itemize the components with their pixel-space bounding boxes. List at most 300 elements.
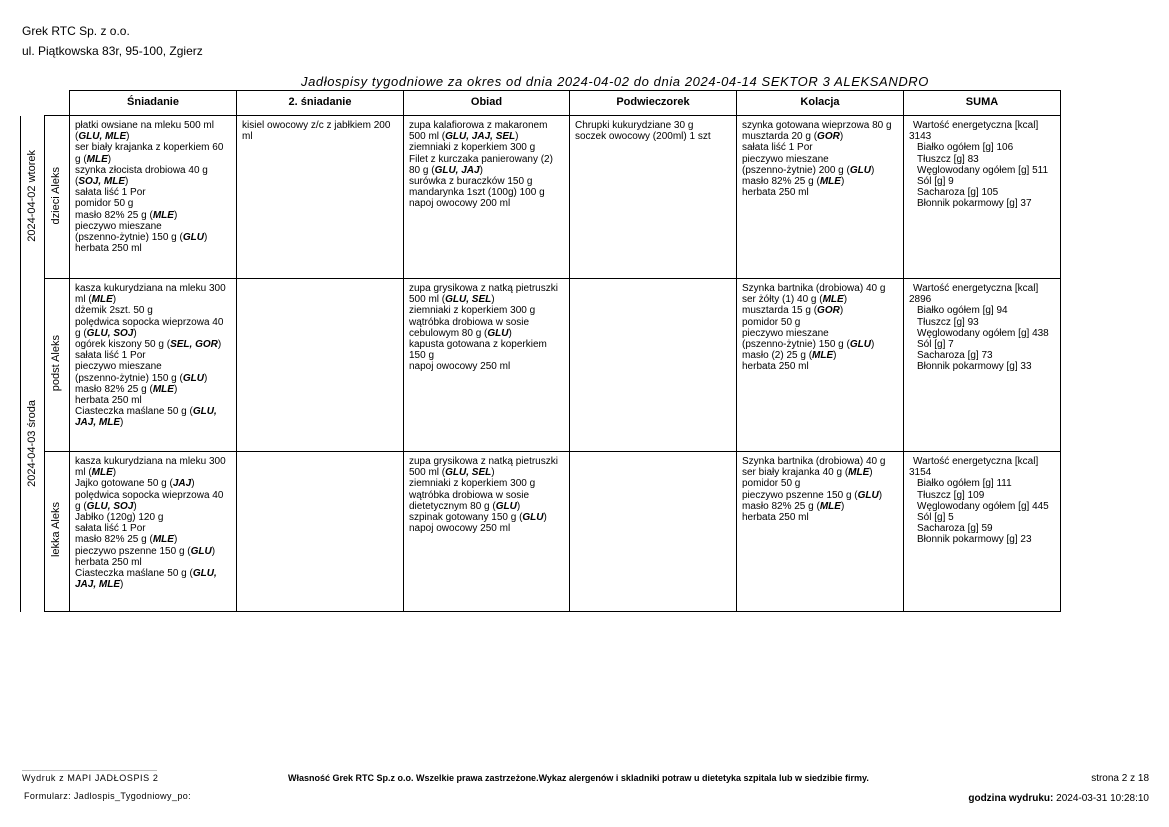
meal-afternoon-snack [570, 452, 737, 612]
meal-text: 500 ml ( [409, 294, 446, 306]
nutrient-carbs: Węglowodany ogółem [g] 445 [917, 500, 1049, 512]
table-row [21, 452, 1061, 612]
nutrient-fiber: Błonnik pokarmowy [g] 37 [917, 198, 1032, 210]
diet-cell [45, 116, 70, 279]
meal-text: zupa grysikowa z natką pietruszki [409, 456, 558, 467]
meal-text: ) [211, 545, 216, 557]
meal-breakfast [70, 116, 237, 279]
meal-text: wątróbka drobiowa w sosie [409, 316, 530, 328]
meal-line [409, 176, 565, 187]
meal-text: masło 82% 25 g ( [75, 383, 153, 395]
meal-line [75, 120, 232, 131]
meal-text: ogórek kiszony 50 g ( [75, 339, 171, 351]
meal-line [75, 361, 232, 372]
meal-line [75, 467, 232, 478]
energy-value: 2896 [909, 294, 932, 306]
meal-text: ) [840, 176, 845, 188]
company-address: ul. Piątkowska 83r, 95-100, Zgierz [22, 44, 203, 58]
nutrient-carbs: Węglowodany ogółem [g] 511 [917, 164, 1049, 176]
meal-text: sałata liść 1 Por [75, 187, 146, 199]
meal-text: ( [75, 131, 79, 143]
meal-text: ml ( [75, 467, 92, 479]
meal-text: ) [203, 232, 208, 244]
meal-line [742, 350, 899, 361]
meal-line [409, 294, 565, 305]
meal-text: 500 ml ( [409, 131, 446, 143]
meal-line [742, 478, 899, 489]
allergen-code: GLU [849, 339, 871, 351]
meal-text: napoj owocowy 250 ml [409, 523, 511, 535]
allergen-code: GLU [849, 164, 871, 176]
meal-text: musztarda 15 g ( [742, 305, 818, 317]
meal-text: szpinak gotowany 150 g ( [409, 512, 523, 524]
meal-line [75, 534, 232, 545]
date-label: 2024-04-02 wtorek [25, 149, 38, 242]
meal-text: pomidor 50 g [75, 198, 134, 210]
meal-text: ) [203, 372, 208, 384]
meal-text: kasza kukurydziana na mleku 300 [75, 283, 226, 294]
meal-line [742, 361, 899, 372]
allergen-code: JAJ, MLE [75, 417, 121, 429]
meal-line [409, 317, 565, 328]
meal-text: Ciasteczka maślane 50 g ( [75, 406, 193, 418]
meal-text: ) [217, 339, 222, 351]
allergen-code: SEL, GOR [170, 339, 218, 351]
meal-text: ) [491, 467, 495, 479]
meal-line [409, 165, 565, 176]
meal-text: Filet z kurczaka panierowany (2) [409, 153, 553, 165]
meal-text: ziemniaki z koperkiem 300 g [409, 478, 536, 490]
allergen-code: MLE [91, 467, 113, 479]
allergen-code: GLU, [192, 568, 217, 580]
allergen-code: GOR [817, 305, 840, 317]
meal-line [742, 131, 899, 142]
meal-line [409, 198, 565, 209]
meal-text: ) [173, 209, 178, 221]
allergen-code: GLU, SEL [445, 467, 492, 479]
meal-second-breakfast [237, 116, 404, 279]
allergen-code: MLE [812, 350, 834, 362]
allergen-code: GLU [182, 232, 204, 244]
meal-line [575, 131, 732, 142]
meal-line [409, 142, 565, 153]
meal-dinner [737, 279, 904, 452]
meal-line [75, 187, 232, 198]
meal-text: dietetycznym 80 g ( [409, 500, 496, 512]
meal-line [75, 557, 232, 568]
allergen-code: GLU, SOJ [86, 327, 134, 339]
print-time-value: 2024-03-31 10:28:10 [1056, 793, 1149, 804]
nutrient-protein: Białko ogółem [g] 106 [917, 142, 1014, 154]
meal-line [75, 456, 232, 467]
meal-text: ml ( [75, 294, 92, 306]
meal-text: ) [120, 579, 124, 591]
allergen-code: MLE [848, 467, 870, 479]
meal-text: g ( [75, 153, 87, 165]
meal-dinner [737, 116, 904, 279]
meal-text: musztarda 20 g ( [742, 131, 818, 143]
meal-text: cebulowym 80 g ( [409, 327, 488, 339]
meal-line [742, 283, 899, 294]
nutrient-sucrose: Sacharoza [g] 73 [917, 350, 993, 362]
meal-text: ) [543, 512, 547, 524]
meal-line [409, 456, 565, 467]
date-label: 2024-04-03 środa [25, 399, 38, 487]
meal-line [742, 305, 899, 316]
meal-text: ser żółty (1) 40 g ( [742, 294, 823, 306]
meal-line [409, 131, 565, 142]
allergen-code: GLU, JAJ, SEL [445, 131, 516, 143]
header-row [21, 91, 1061, 116]
meal-breakfast [70, 279, 237, 452]
meal-line [75, 210, 232, 221]
col-header-dinner: Kolacja [737, 91, 904, 116]
allergen-code: MLE [86, 153, 108, 165]
meal-line [742, 154, 899, 165]
meal-line [75, 283, 232, 294]
meal-line [75, 176, 232, 187]
meal-line [75, 328, 232, 339]
meal-line [742, 467, 899, 478]
meal-text: pieczywo pszenne 150 g ( [75, 545, 191, 557]
meal-text: Jajko gotowane 50 g ( [75, 478, 173, 490]
meal-text: ) [126, 131, 130, 143]
diet-label: dzieci Aleks [50, 166, 63, 225]
company-name: Grek RTC Sp. z o.o. [22, 24, 130, 38]
col-header-summary: SUMA [904, 91, 1061, 116]
meal-text: ) [508, 327, 512, 339]
meal-text: herbata 250 ml [742, 512, 809, 524]
meal-lunch [404, 116, 570, 279]
meal-dinner [737, 452, 904, 612]
table-row [21, 116, 1061, 279]
meal-line [242, 131, 399, 142]
allergen-code: GLU [857, 489, 879, 501]
allergen-code: JAJ, MLE [75, 579, 121, 591]
meal-text: dżemik 2szt. 50 g [75, 305, 153, 317]
nutrient-carbs: Węglowodany ogółem [g] 438 [917, 327, 1049, 339]
col-header-afternoon-snack: Podwieczorek [570, 91, 737, 116]
allergen-code: GLU, JAJ [434, 164, 480, 176]
meal-text: sałata liść 1 Por [75, 350, 146, 362]
meal-text: wątróbka drobiowa w sosie [409, 489, 530, 501]
menu-table [20, 90, 1061, 612]
meal-line [75, 384, 232, 395]
meal-line [75, 478, 232, 489]
allergen-code: GLU [190, 545, 212, 557]
page-title: Jadłospisy tygodniowe za okres od dnia 2024-04-02 do dnia 2024-04-14 SEKTOR 3 ALEKSANDRO [300, 74, 930, 89]
meal-line [742, 142, 899, 153]
nutrient-salt: Sól [g] 5 [917, 512, 954, 524]
meal-line [75, 501, 232, 512]
meal-text: masło 82% 25 g ( [742, 500, 820, 512]
meal-text: ) [869, 467, 873, 479]
meal-line [409, 350, 565, 361]
meal-line [75, 579, 232, 590]
allergen-code: GLU, MLE [78, 131, 127, 143]
meal-line [75, 350, 232, 361]
meal-line [242, 120, 399, 131]
footer-ownership: Własność Grek RTC Sp.z o.o. Wszelkie prawa zastrzeżone.Wykaz alergenów i skladniki potraw u dietetyka szpitala lub w siedzibie firmy. [288, 773, 869, 783]
meal-line [409, 512, 565, 523]
meal-line [75, 221, 232, 232]
meal-text: herbata 250 ml [75, 556, 142, 568]
meal-line [75, 490, 232, 501]
meal-text: ) [112, 294, 117, 306]
meal-text: pomidor 50 g [742, 478, 801, 490]
nutrient-salt: Sól [g] 9 [917, 176, 954, 188]
meal-line [409, 478, 565, 489]
meal-text: płatki owsiane na mleku 500 ml [75, 120, 214, 131]
meal-text: ) [839, 305, 844, 317]
nutrient-fat: Tłuszcz [g] 93 [917, 316, 979, 328]
meal-text: ) [107, 153, 112, 165]
meal-text: masło 82% 25 g ( [742, 176, 820, 188]
meal-text: surówka z buraczków 150 g [409, 176, 533, 188]
meal-line [75, 417, 232, 428]
meal-text: ) [173, 534, 178, 546]
meal-line [742, 328, 899, 339]
meal-text: Szynka bartnika (drobiowa) 40 g [742, 283, 886, 294]
meal-text: g ( [75, 500, 87, 512]
meal-line [75, 142, 232, 153]
meal-text: Ciasteczka maślane 50 g ( [75, 568, 193, 580]
nutrient-protein: Białko ogółem [g] 111 [917, 478, 1012, 490]
meal-line [409, 339, 565, 350]
meal-text: pieczywo mieszane [75, 361, 162, 373]
meal-line [742, 512, 899, 523]
meal-text: pieczywo mieszane [75, 220, 162, 232]
nutrient-fiber: Błonnik pokarmowy [g] 23 [917, 534, 1032, 546]
allergen-code: GLU [487, 327, 509, 339]
meal-line [409, 283, 565, 294]
date-cell [21, 116, 45, 279]
allergen-code: GLU [522, 512, 544, 524]
meal-text: ziemniaki z koperkiem 300 g [409, 305, 536, 317]
meal-text: szynka gotowana wieprzowa 80 g [742, 120, 892, 131]
allergen-code: GLU, [192, 406, 217, 418]
col-header-lunch: Obiad [404, 91, 570, 116]
meal-line [75, 317, 232, 328]
nutrient-fat: Tłuszcz [g] 109 [917, 489, 985, 501]
meal-text: ) [120, 417, 124, 429]
allergen-code: MLE [822, 294, 844, 306]
meal-lunch [404, 279, 570, 452]
allergen-code: MLE [152, 383, 174, 395]
meal-line [75, 154, 232, 165]
meal-text: ) [491, 294, 495, 306]
meal-text: polędwica sopocka wieprzowa 40 [75, 489, 224, 501]
meal-line [742, 176, 899, 187]
meal-text: pieczywo pszenne 150 g ( [742, 489, 858, 501]
meal-text: ) [173, 383, 178, 395]
meal-text: 500 ml ( [409, 467, 446, 479]
col-header-second-breakfast: 2. śniadanie [237, 91, 404, 116]
meal-text: zupa grysikowa z natką pietruszki [409, 283, 558, 294]
meal-text: herbata 250 ml [75, 395, 142, 407]
meal-line [75, 131, 232, 142]
allergen-code: GLU, SEL [445, 294, 492, 306]
meal-text: ) [878, 489, 883, 501]
diet-label: lekka Aleks [50, 502, 63, 558]
summary-cell [904, 116, 1061, 279]
meal-line [75, 546, 232, 557]
meal-afternoon-snack [570, 116, 737, 279]
meal-text: pieczywo mieszane [742, 153, 829, 165]
energy-value: 3143 [909, 131, 932, 143]
meal-text: herbata 250 ml [75, 243, 142, 255]
meal-text: napoj owocowy 250 ml [409, 361, 511, 373]
allergen-code: MLE [91, 294, 113, 306]
meal-line [75, 568, 232, 579]
meal-line [75, 523, 232, 534]
allergen-code: SOJ, MLE [78, 176, 126, 188]
meal-line [75, 305, 232, 316]
summary-cell [904, 279, 1061, 452]
meal-second-breakfast [237, 452, 404, 612]
energy-label: Wartość energetyczna [kcal] [913, 120, 1039, 131]
meal-text: ) [843, 294, 848, 306]
meal-text: kapusta gotowana z koperkiem [409, 339, 547, 351]
meal-text: ) [870, 164, 875, 176]
meal-line [75, 243, 232, 254]
footer-print-source: Wydruk z MAPI JADŁOSPIS 2 [22, 773, 159, 783]
meal-line [75, 198, 232, 209]
allergen-code: GLU [182, 372, 204, 384]
meal-text: ) [833, 350, 837, 362]
meal-text: masło 82% 25 g ( [75, 534, 153, 546]
meal-text: sałata liść 1 Por [75, 523, 146, 535]
meal-text: pomidor 50 g [742, 316, 801, 328]
footer-divider [22, 770, 157, 771]
energy-value: 3154 [909, 467, 932, 479]
meal-text: ) [191, 478, 195, 490]
allergen-code: MLE [152, 209, 174, 221]
meal-line [75, 406, 232, 417]
allergen-code: MLE [819, 500, 841, 512]
nutrient-fat: Tłuszcz [g] 83 [917, 153, 979, 165]
meal-text: (pszenno-żytnie) 150 g ( [75, 232, 183, 244]
meal-text: Jabłko (120g) 120 g [75, 512, 164, 524]
meal-text: pieczywo mieszane [742, 327, 829, 339]
allergen-code: MLE [819, 176, 841, 188]
meal-text: ziemniaki z koperkiem 300 g [409, 142, 536, 154]
meal-text: kisiel owocowy z/c z jabłkiem 200 [242, 120, 391, 131]
header-blank [21, 91, 45, 116]
meal-text: zupa kalafiorowa z makaronem [409, 120, 548, 131]
meal-line [75, 395, 232, 406]
meal-text: 80 g ( [409, 164, 435, 176]
meal-text: ) [840, 500, 845, 512]
header-blank [45, 91, 70, 116]
meal-line [409, 523, 565, 534]
meal-text: Chrupki kukurydziane 30 g [575, 120, 694, 131]
allergen-code: JAJ [172, 478, 192, 490]
meal-lunch [404, 452, 570, 612]
meal-text: kasza kukurydziana na mleku 300 [75, 456, 226, 467]
meal-text: sałata liść 1 Por [742, 142, 813, 154]
meal-text: (pszenno-żytnie) 200 g ( [742, 164, 850, 176]
meal-text: g ( [75, 327, 87, 339]
meal-text: herbata 250 ml [742, 187, 809, 199]
meal-breakfast [70, 452, 237, 612]
summary-cell [904, 452, 1061, 612]
nutrient-fiber: Błonnik pokarmowy [g] 33 [917, 361, 1032, 373]
meal-line [575, 120, 732, 131]
meal-afternoon-snack [570, 279, 737, 452]
meal-line [742, 294, 899, 305]
meal-line [742, 490, 899, 501]
meal-text: 150 g [409, 350, 435, 362]
meal-line [409, 187, 565, 198]
meal-text: ) [516, 500, 521, 512]
table-row [21, 279, 1061, 452]
col-header-breakfast: Śniadanie [70, 91, 237, 116]
meal-line [75, 165, 232, 176]
nutrient-sucrose: Sacharoza [g] 59 [917, 523, 993, 535]
meal-text: masło (2) 25 g ( [742, 350, 813, 362]
meal-text: ) [133, 500, 137, 512]
allergen-code: GOR [817, 131, 840, 143]
meal-line [409, 305, 565, 316]
meal-text: soczek owocowy (200ml) 1 szt [575, 131, 711, 143]
meal-text: ) [112, 467, 117, 479]
meal-line [409, 120, 565, 131]
meal-text: Szynka bartnika (drobiowa) 40 g [742, 456, 886, 467]
meal-line [75, 512, 232, 523]
print-time-label: godzina wydruku: [968, 793, 1054, 804]
meal-text: ser biały krajanka z koperkiem 60 [75, 142, 224, 154]
diet-cell [45, 452, 70, 612]
meal-line [742, 456, 899, 467]
meal-line [409, 154, 565, 165]
nutrient-sucrose: Sacharoza [g] 105 [917, 187, 999, 199]
allergen-code: GLU [495, 500, 517, 512]
nutrient-salt: Sól [g] 7 [917, 339, 954, 351]
footer-page-number: strona 2 z 18 [1091, 773, 1149, 784]
meal-text: ) [133, 327, 137, 339]
meal-line [409, 328, 565, 339]
diet-cell [45, 279, 70, 452]
meal-text: ) [839, 131, 844, 143]
nutrient-protein: Białko ogółem [g] 94 [917, 305, 1008, 317]
meal-line [742, 120, 899, 131]
allergen-code: GLU, SOJ [86, 500, 134, 512]
meal-line [742, 339, 899, 350]
footer-form-name: Formularz: Jadlospis_Tygodniowy_po: [24, 791, 192, 801]
meal-text: szynka złocista drobiowa 40 g [75, 164, 208, 176]
meal-line [409, 490, 565, 501]
meal-line [742, 501, 899, 512]
meal-text: ) [479, 164, 483, 176]
meal-text: ) [515, 131, 519, 143]
allergen-code: MLE [152, 534, 174, 546]
meal-text: (pszenno-żytnie) 150 g ( [75, 372, 183, 384]
meal-text: ( [75, 176, 79, 188]
energy-label: Wartość energetyczna [kcal] [913, 456, 1039, 467]
meal-text: masło 82% 25 g ( [75, 209, 153, 221]
energy-label: Wartość energetyczna [kcal] [913, 283, 1039, 294]
meal-text: ser biały krajanka 40 g ( [742, 467, 849, 479]
meal-second-breakfast [237, 279, 404, 452]
meal-text: ) [125, 176, 129, 188]
meal-text: polędwica sopocka wieprzowa 40 [75, 316, 224, 328]
meal-line [742, 317, 899, 328]
meal-text: (pszenno-żytnie) 150 g ( [742, 339, 850, 351]
footer-print-time [968, 793, 1149, 804]
meal-line [75, 373, 232, 384]
meal-text: ml [242, 131, 253, 143]
